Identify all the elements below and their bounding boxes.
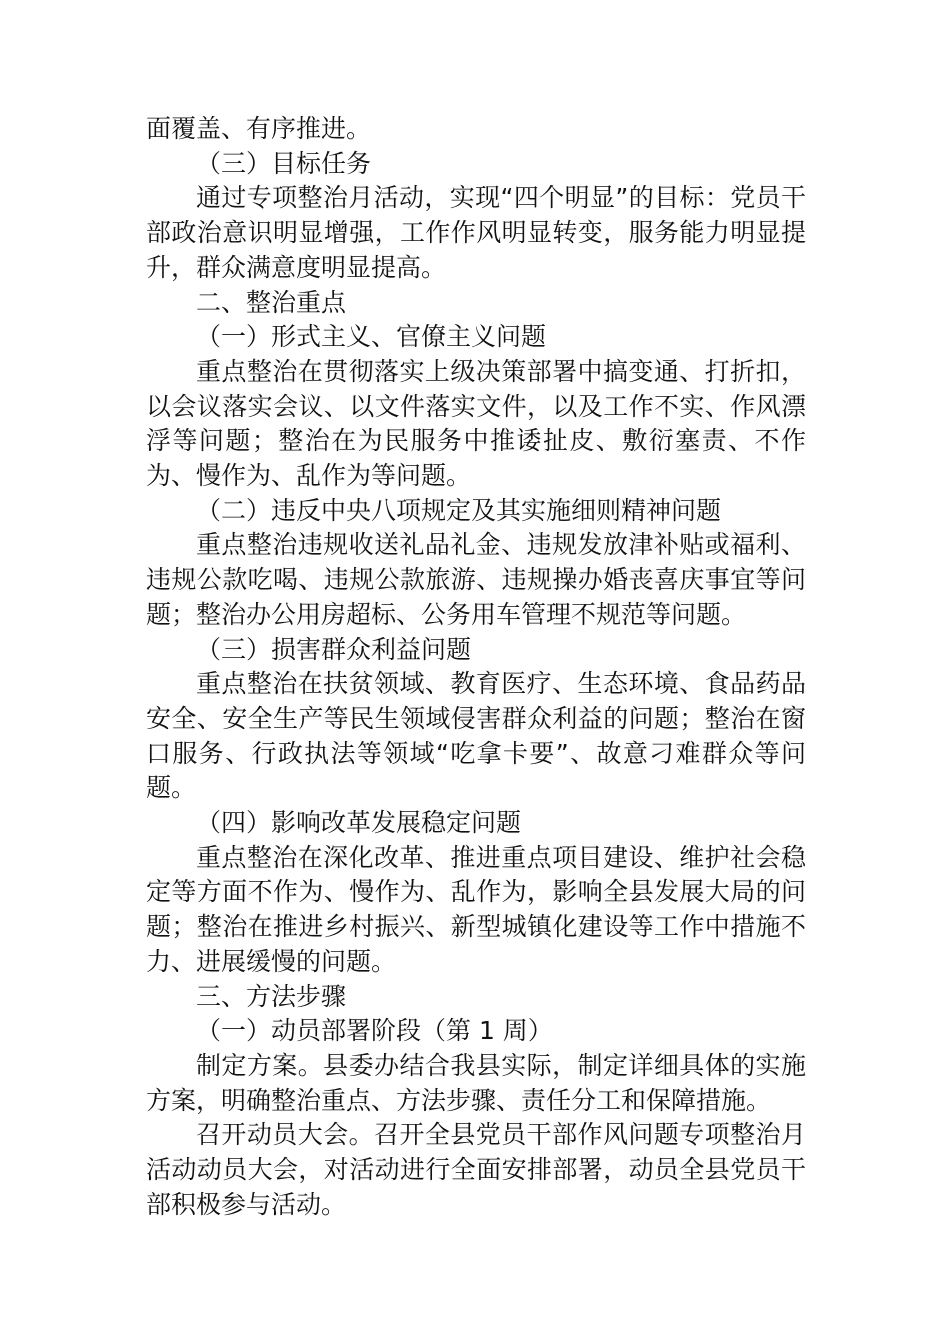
paragraph-plan: 制定方案。县委办结合我县实际，制定详细具体的实施方案，明确整治重点、方法步骤、责任分工和保障措施。 [146, 1050, 806, 1115]
paragraph-mobilization-meeting: 召开动员大会。召开全县党员干部作风问题专项整治月活动动员大会，对活动进行全面安排部署，动员全县党员干部积极参与活动。 [146, 1120, 806, 1219]
paragraph-reform-stability: 重点整治在深化改革、推进重点项目建设、维护社会稳定等方面不作为、慢作为、乱作为，影响全县发展大局的问题；整治在推进乡村振兴、新型城镇化建设等工作中措施不力、进展缓慢的问题。 [146, 842, 806, 976]
heading-mobilization-stage: （一）动员部署阶段（第 1 周） [196, 1016, 553, 1046]
heading-formalism: （一）形式主义、官僚主义问题 [196, 322, 547, 352]
heading-reform-stability: （四）影响改革发展稳定问题 [196, 808, 522, 838]
paragraph-continuation: 面覆盖、有序推进。 [146, 114, 372, 143]
paragraph-goals: 通过专项整治月活动，实现“四个明显”的目标：党员干部政治意识明显增强，工作作风明显转变，服务能力明显提升，群众满意度明显提高。 [146, 183, 806, 282]
section-heading-methods: 三、方法步骤 [196, 981, 347, 1011]
paragraph-eight-rules: 重点整治违规收送礼品礼金、违规发放津补贴或福利、违规公款吃喝、违规公款旅游、违规操办婚丧喜庆事宜等问题；整治办公用房超标、公务用车管理不规范等问题。 [146, 530, 806, 629]
section-heading-focus: 二、整治重点 [196, 287, 347, 317]
heading-goals: （三）目标任务 [196, 148, 372, 178]
heading-eight-rules: （二）违反中央八项规定及其实施细则精神问题 [196, 495, 722, 525]
paragraph-public-interest: 重点整治在扶贫领域、教育医疗、生态环境、食品药品安全、安全生产等民生领域侵害群众利益的问题；整治在窗口服务、行政执法等领域“吃拿卡要”、故意刁难群众等问题。 [146, 669, 806, 803]
document-page [146, 112, 806, 1223]
heading-public-interest: （三）损害群众利益问题 [196, 634, 472, 664]
paragraph-formalism: 重点整治在贯彻落实上级决策部署中搞变通、打折扣，以会议落实会议、以文件落实文件，以及工作不实、作风漂浮等问题；整治在为民服务中推诿扯皮、敷衍塞责、不作为、慢作为、乱作为等问题。 [146, 356, 806, 491]
